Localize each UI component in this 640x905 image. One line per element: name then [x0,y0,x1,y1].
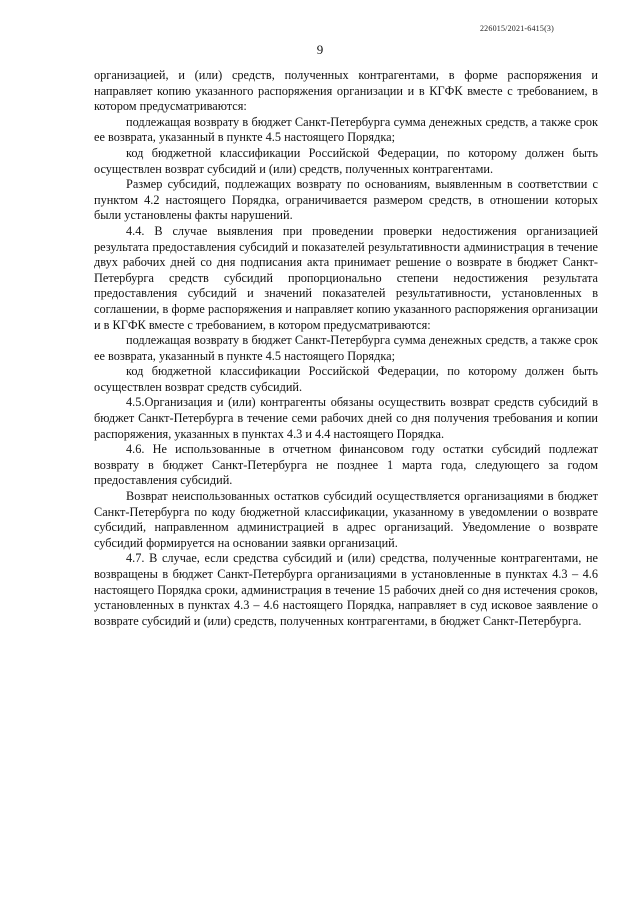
paragraph-refund-amount-2: подлежащая возврату в бюджет Санкт-Петербурга сумма денежных средств, а также срок ее возврата, указанный в пункте 4.5 настоящего Порядка; [94,333,598,363]
paragraph-4-6: 4.6. Не использованные в отчетном финансовом году остатки субсидий подлежат возврату в бюджет Санкт-Петербурга не позднее 1 марта года, следующего за годом предоставления субсидий. [94,442,598,488]
paragraph-unused-balance: Возврат неиспользованных остатков субсидий осуществляется организациями в бюджет Санкт-Петербурга по коду бюджетной классификации, указанному в уведомлении о возврате субсидий, направленном администрацией в адрес организаций. Уведомление о возврате субсидий формируется на основании заявки организаций. [94,489,598,550]
paragraph-4-7: 4.7. В случае, если средства субсидий и (или) средства, полученные контрагентами, не возвращены в бюджет Санкт-Петербурга организациями в установленные в пунктах 4.3 – 4.6 настоящего Порядка сроки, администрация в течение 15 рабочих дней со дня истечения сроков, установленных в пунктах 4.3 – 4.6 настоящего Порядка, направляет в суд исковое заявление о возврате субсидий и (или) средств, полученных контрагентами, в бюджет Санкт-Петербурга. [94,551,598,628]
page-number: 9 [316,42,324,57]
paragraph-4-4: 4.4. В случае выявления при проведении проверки недостижения организацией результата предоставления субсидий и показателей результативности администрация в течение двух рабочих дней со дня подписания акта принимает решение о возврате в бюджет Санкт-Петербурга средств субсидий пропорционально степени недостижения результата предоставления субсидий и значений показателей результативности, установленных в соглашении, в форме распоряжения и направляет копию указанного распоряжения организации и в КГФК вместе с требованием, в котором предусматриваются: [94,223,598,332]
document-body [94,68,598,629]
paragraph-budget-code-2: код бюджетной классификации Российской Федерации, по которому должен быть осуществлен возврат средств субсидий. [94,364,598,394]
paragraph-4-5: 4.5.Организация и (или) контрагенты обязаны осуществить возврат средств субсидий в бюджет Санкт-Петербурга в течение семи рабочих дней со дня получения требования и копии распоряжения, указанных в пунктах 4.3 и 4.4 настоящего Порядка. [94,395,598,441]
paragraph-budget-code: код бюджетной классификации Российской Федерации, по которому должен быть осуществлен возврат субсидий и (или) средств, полученных контрагентами. [94,145,598,176]
document-code: 226015/2021-6415(3) [479,24,554,33]
paragraph-refund-amount: подлежащая возврату в бюджет Санкт-Петербурга сумма денежных средств, а также срок ее возврата, указанный в пункте 4.5 настоящего Порядка; [94,114,598,145]
paragraph-refund-size: Размер субсидий, подлежащих возврату по основаниям, выявленным в соответствии с пунктом 4.2 настоящего Порядка, ограничивается размером средств, в отношении которых были установлены факты нарушений. [94,177,598,223]
paragraph-continuation: организацией, и (или) средств, полученных контрагентами, в форме распоряжения и направляет копию указанного распоряжения организации и в КГФК вместе с требованием, в котором предусматриваются: [94,68,598,114]
